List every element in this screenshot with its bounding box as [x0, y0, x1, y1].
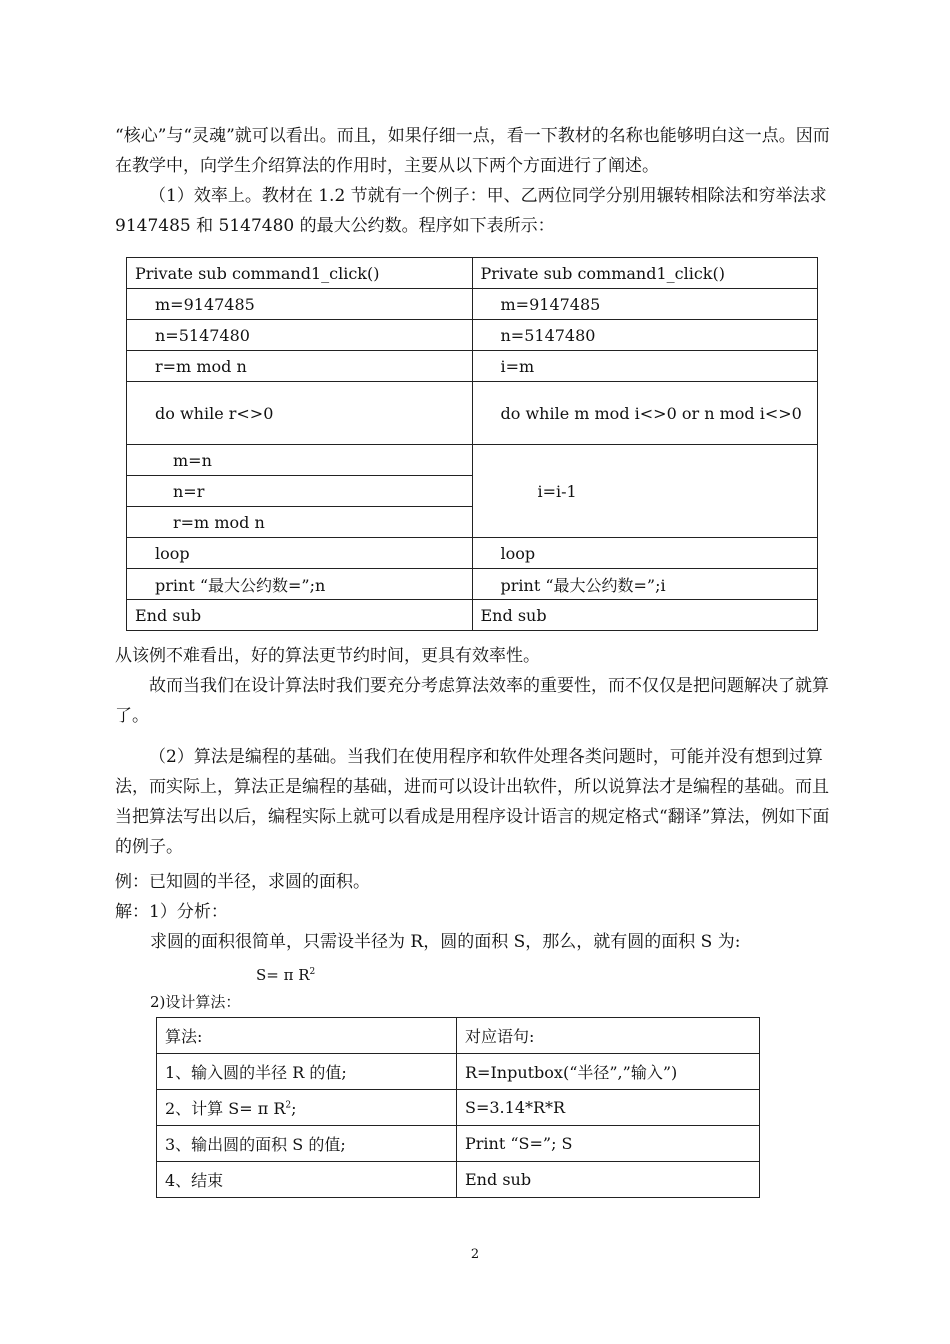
page-number: 2 [470, 1247, 480, 1262]
algo-cell: S=3.14*R*R [457, 1090, 760, 1126]
paragraph-example: 例：已知圆的半径，求圆的面积。 [115, 872, 370, 892]
code-cell: loop [472, 538, 818, 569]
formula-exponent: 2 [309, 967, 316, 977]
algo-header-cell: 算法: [157, 1018, 457, 1054]
code-cell: loop [127, 538, 473, 569]
paragraph-design: 2)设计算法： [150, 993, 241, 1011]
code-cell: End sub [127, 600, 473, 631]
code-cell: do while m mod i<>0 or n mod i<>0 [472, 382, 818, 445]
algo-cell: 1、输入圆的半径 R 的值; [157, 1054, 457, 1090]
paragraph-therefore: 故而当我们在设计算法时我们要充分考虑算法效率的重要性，而不仅仅是把问题解决了就算了。 [115, 676, 829, 726]
algo-cell: Print “S=”; S [457, 1126, 760, 1162]
formula [256, 957, 456, 990]
algo-step-exponent: 2 [285, 1100, 292, 1111]
code-cell: n=r [127, 476, 473, 507]
code-cell: m=9147485 [127, 289, 473, 320]
paragraph-conclusion: 从该例不难看出，好的算法更节约时间，更具有效率性。 [115, 646, 540, 666]
code-cell: print “最大公约数=”;i [472, 569, 818, 600]
code-cell: do while r<>0 [127, 382, 473, 445]
algo-cell: 4、结束 [157, 1162, 457, 1198]
formula-text: S= π R [256, 966, 310, 984]
code-cell: m=n [127, 445, 473, 476]
paragraph-analysis: 求圆的面积很简单，只需设半径为 R，圆的面积 S，那么，就有圆的面积 S 为: [150, 932, 741, 952]
algo-cell: R=Inputbox(“半径”,”输入”) [457, 1054, 760, 1090]
paragraph-solution: 解：1）分析： [115, 902, 228, 922]
paragraph-foundation: （2）算法是编程的基础。当我们在使用程序和软件处理各类问题时，可能并没有想到过算法，而实际上，算法正是编程的基础，进而可以设计出软件，所以说算法才是编程的基础。而且当把算法写出以后，编程实际上就可以看成是用程序设计语言的规定格式“翻译”算法，例如下面的例子。 [115, 747, 830, 857]
code-cell: n=5147480 [472, 320, 818, 351]
code-cell: Private sub command1_click() [127, 258, 473, 289]
code-cell: m=9147485 [472, 289, 818, 320]
code-cell: i=m [472, 351, 818, 382]
algo-cell [157, 1090, 457, 1126]
algo-cell: 3、输出圆的面积 S 的值; [157, 1126, 457, 1162]
paragraph-efficiency: （1）效率上。教材在 1.2 节就有一个例子：甲、乙两位同学分别用辗转相除法和穷举法求 9147485 和 5147480 的最大公约数。程序如下表所示： [115, 186, 827, 236]
algo-cell: End sub [457, 1162, 760, 1198]
code-cell: Private sub command1_click() [472, 258, 818, 289]
code-cell: r=m mod n [127, 351, 473, 382]
algo-step-text: 2、计算 S= π R [165, 1099, 286, 1118]
algo-header-cell: 对应语句: [457, 1018, 760, 1054]
code-cell: End sub [472, 600, 818, 631]
algorithm-table [156, 1017, 760, 1198]
code-cell: n=5147480 [127, 320, 473, 351]
paragraph-intro: “核心”与“灵魂”就可以看出。而且，如果仔细一点，看一下教材的名称也能够明白这一点。因而在教学中，向学生介绍算法的作用时，主要从以下两个方面进行了阐述。 [115, 126, 830, 176]
code-comparison-table [126, 257, 818, 631]
code-cell: r=m mod n [127, 507, 473, 538]
algo-step-tail: ; [291, 1099, 297, 1118]
code-cell: i=i-1 [472, 445, 818, 538]
code-cell: print “最大公约数=”;n [127, 569, 473, 600]
